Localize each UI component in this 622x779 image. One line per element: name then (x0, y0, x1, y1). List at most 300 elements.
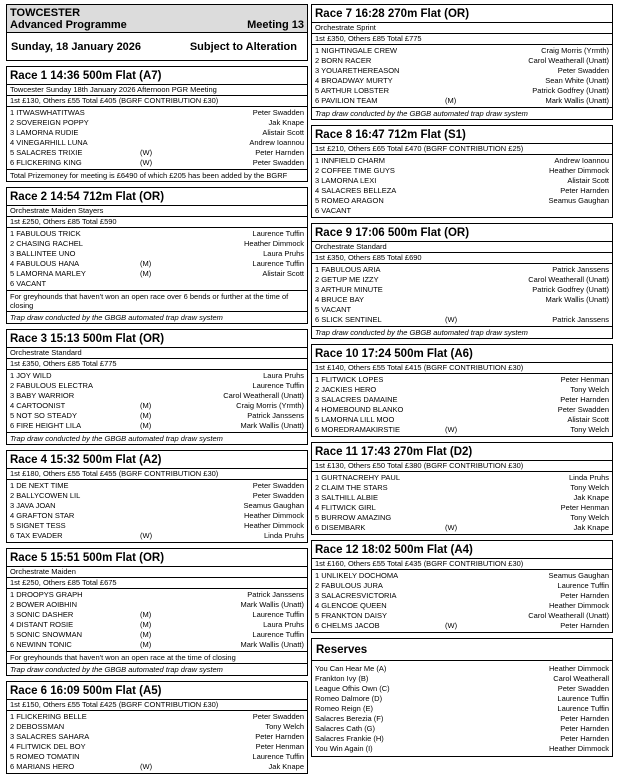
runner-note (140, 511, 170, 521)
greyhound-name: 3 BABY WARRIOR (10, 391, 75, 400)
trainer-name: Patrick Janssens (552, 265, 609, 274)
reserve-row (312, 674, 612, 684)
race-info-line: Orchestrate Maiden (7, 567, 307, 578)
trainer-name: Carol Weatherall (Unatt) (528, 56, 609, 65)
greyhound-name: 3 SALACRES DAMAINE (315, 395, 398, 404)
runner-row (312, 513, 612, 523)
greyhound-name: 5 SONIC SNOWMAN (10, 630, 83, 639)
runner-note (445, 86, 475, 96)
trainer-name: Alistair Scott (567, 176, 609, 185)
runner-note (445, 166, 475, 176)
trainer-name: Peter Harnden (560, 395, 609, 404)
runner-row (312, 76, 612, 86)
runner-list (312, 374, 612, 436)
runner-note (445, 56, 475, 66)
reserve-trainer: Peter Harnden (560, 734, 609, 743)
runner-row (312, 265, 612, 275)
reserve-row (312, 684, 612, 694)
runner-row (312, 305, 612, 315)
runner-note: (W) (140, 762, 153, 771)
race-info-line: 1st £140, Others £55 Total £415 (BGRF CONTRIBUTION £30) (312, 363, 612, 374)
right-race-list (311, 4, 613, 633)
runner-row (312, 611, 612, 621)
trap-draw-note: Trap draw conducted by the GBGB automated trap draw system (7, 663, 307, 675)
trainer-name: Jak Knape (268, 762, 304, 771)
header-date-row (7, 32, 307, 60)
greyhound-name: 3 SALACRESVICTORIA (315, 591, 397, 600)
greyhound-name: 4 DISTANT ROSIE (10, 620, 74, 629)
runner-row (7, 600, 307, 610)
runner-note: (W) (140, 148, 153, 157)
runner-note (140, 279, 170, 289)
runner-row (312, 425, 612, 435)
runner-note: (M) (445, 96, 457, 105)
race-info-line: Orchestrate Sprint (312, 23, 612, 34)
runner-note: (M) (140, 630, 152, 639)
greyhound-name: 1 NIGHTINGALE CREW (315, 46, 398, 55)
trainer-name: Craig Morris (Yrmth) (541, 46, 609, 55)
runner-note (445, 206, 475, 216)
greyhound-name: 3 ARTHUR MINUTE (315, 285, 383, 294)
race-info-line: Orchestrate Standard (312, 242, 612, 253)
runner-row (312, 523, 612, 533)
runner-note (445, 415, 475, 425)
alteration-notice: Subject to Alteration (189, 41, 297, 53)
greyhound-name: 1 DE NEXT TIME (10, 481, 69, 490)
greyhound-name: 4 HOMEBOUND BLANKO (315, 405, 404, 414)
race-info-line: 1st £250, Others £85 Total £590 (7, 217, 307, 228)
greyhound-name: 6 TAX EVADER (10, 531, 63, 540)
race-title: Race 7 16:28 270m Flat (OR) (312, 5, 612, 23)
runner-row (312, 176, 612, 186)
race-title: Race 12 18:02 500m Flat (A4) (312, 541, 612, 559)
runner-list (7, 107, 307, 169)
race-info-line: 1st £250, Others £85 Total £675 (7, 578, 307, 589)
trainer-name: Mark Wallis (Unatt) (545, 295, 609, 304)
trainer-name: Heather Dimmock (243, 239, 304, 248)
runner-list (312, 155, 612, 217)
reserve-row (312, 664, 612, 674)
runner-row (312, 503, 612, 513)
trainer-name: Laura Pruhs (263, 371, 304, 380)
runner-note (140, 118, 170, 128)
runner-note: (W) (140, 531, 153, 540)
runner-note (140, 732, 170, 742)
greyhound-name: 1 DROOPYS GRAPH (10, 590, 83, 599)
race-footer-note: For greyhounds that haven't won an open race over 6 bends or further at the time of closing (7, 290, 307, 311)
greyhound-name: 3 LAMORNA LEXI (315, 176, 377, 185)
runner-row (7, 239, 307, 249)
trainer-name: Patrick Janssens (247, 590, 304, 599)
trainer-name: Sean White (Unatt) (545, 76, 609, 85)
race-title: Race 2 14:54 712m Flat (OR) (7, 188, 307, 206)
greyhound-name: 5 FRANKTON DAISY (315, 611, 387, 620)
runner-row (312, 473, 612, 483)
race-info-line: 1st £350, Others £85 Total £690 (312, 253, 612, 264)
race-card (311, 540, 613, 633)
runner-note (140, 108, 170, 118)
trainer-name: Peter Harnden (255, 148, 304, 157)
reserve-row (312, 734, 612, 744)
runner-row (7, 722, 307, 732)
runner-row (312, 275, 612, 285)
greyhound-name: 4 BROADWAY MURTY (315, 76, 393, 85)
trainer-name: Laurence Tuffin (252, 630, 304, 639)
reserve-trainer: Laurence Tuffin (557, 704, 609, 713)
trainer-name: Craig Morris (Yrmth) (236, 401, 304, 410)
runner-note: (W) (445, 621, 458, 630)
trainer-name: Seamus Gaughan (548, 571, 609, 580)
race-info-line: 1st £210, Others £65 Total £470 (BGRF CONTRIBUTION £25) (312, 144, 612, 155)
runner-note (140, 752, 170, 762)
greyhound-name: 2 BOWER AOIBHIN (10, 600, 78, 609)
runner-note: (M) (140, 640, 152, 649)
runner-row (312, 415, 612, 425)
trainer-name: Patrick Godfrey (Unatt) (532, 86, 609, 95)
greyhound-name: 3 BALLINTEE UNO (10, 249, 76, 258)
runner-list (7, 370, 307, 432)
race-info-line: Towcester Sunday 18th January 2026 Afternoon PGR Meeting (7, 85, 307, 96)
runner-note (140, 501, 170, 511)
greyhound-name: 6 SLICK SENTINEL (315, 315, 382, 324)
runner-note (445, 611, 475, 621)
runner-note (140, 138, 170, 148)
runner-note (445, 483, 475, 493)
race-title: Race 1 14:36 500m Flat (A7) (7, 67, 307, 85)
trainer-name: Peter Henman (560, 375, 609, 384)
trainer-name: Mark Wallis (Unatt) (545, 96, 609, 105)
reserve-trainer: Peter Harnden (560, 724, 609, 733)
greyhound-name: 3 SONIC DASHER (10, 610, 74, 619)
runner-note (140, 521, 170, 531)
trainer-name: Jak Knape (268, 118, 304, 127)
trainer-name: Peter Swadden (252, 481, 304, 490)
runner-note (140, 381, 170, 391)
trainer-name: Mark Wallis (Unatt) (240, 600, 304, 609)
race-card (311, 125, 613, 218)
runner-note (140, 128, 170, 138)
runner-note (140, 481, 170, 491)
runner-row (7, 610, 307, 620)
runner-note (140, 249, 170, 259)
runner-row (7, 521, 307, 531)
runner-row (7, 401, 307, 411)
trainer-name: Carol Weatherall (Unatt) (528, 275, 609, 284)
runner-note: (M) (140, 610, 152, 619)
reserve-trainer: Peter Swadden (557, 684, 609, 693)
reserve-trainer: Heather Dimmock (548, 744, 609, 753)
trainer-name: Heather Dimmock (548, 166, 609, 175)
greyhound-name: 6 NEWINN TONIC (10, 640, 72, 649)
trainer-name: Seamus Gaughan (243, 501, 304, 510)
runner-list (312, 45, 612, 107)
reserves-box (311, 638, 613, 757)
race-info-line: 1st £160, Others £55 Total £435 (BGRF CONTRIBUTION £30) (312, 559, 612, 570)
runner-note (445, 285, 475, 295)
runner-row (312, 186, 612, 196)
race-card (6, 66, 308, 182)
trainer-name: Jak Knape (573, 493, 609, 502)
race-info-line: 1st £350, Others £85 Total £775 (7, 359, 307, 370)
runner-row (7, 371, 307, 381)
race-title: Race 9 17:06 500m Flat (OR) (312, 224, 612, 242)
greyhound-name: 6 CHELMS JACOB (315, 621, 380, 630)
trainer-name: Andrew Ioannou (249, 138, 304, 147)
trainer-name (475, 305, 609, 315)
runner-note: (M) (140, 620, 152, 629)
runner-row (7, 128, 307, 138)
greyhound-name: 3 YOUARETHEREASON (315, 66, 400, 75)
reserve-dog: Romeo Reign (E) (315, 704, 373, 713)
trainer-name: Andrew Ioannou (554, 156, 609, 165)
reserve-dog: You Win Again (I) (315, 744, 373, 753)
runner-note (445, 295, 475, 305)
reserve-trainer: Heather Dimmock (548, 664, 609, 673)
trainer-name: Peter Swadden (252, 108, 304, 117)
trainer-name: Alistair Scott (567, 415, 609, 424)
runner-row (312, 375, 612, 385)
meeting-number: Meeting 13 (247, 19, 304, 31)
trap-draw-note: Trap draw conducted by the GBGB automated trap draw system (312, 326, 612, 338)
runner-note (445, 176, 475, 186)
runner-list (312, 472, 612, 534)
runner-note (445, 275, 475, 285)
runner-note: (M) (140, 411, 152, 420)
greyhound-name: 4 FLITWICK GIRL (315, 503, 376, 512)
reserves-list (312, 661, 612, 756)
runner-row (312, 581, 612, 591)
greyhound-name: 5 LAMORNA LILL MOO (315, 415, 395, 424)
greyhound-name: 4 VINEGARHILL LUNA (10, 138, 88, 147)
runner-note (140, 590, 170, 600)
runner-note (445, 375, 475, 385)
race-card (6, 187, 308, 324)
runner-note (140, 712, 170, 722)
reserve-dog: Salacres Frankie (H) (315, 734, 384, 743)
trap-draw-note: Trap draw conducted by the GBGB automated trap draw system (312, 107, 612, 119)
trainer-name: Laurence Tuffin (252, 752, 304, 761)
greyhound-name: 2 CHASING RACHEL (10, 239, 83, 248)
runner-row (312, 621, 612, 631)
trainer-name: Tony Welch (570, 385, 609, 394)
runner-row (7, 381, 307, 391)
greyhound-name: 4 BRUCE BAY (315, 295, 365, 304)
runner-row (7, 590, 307, 600)
trainer-name: Patrick Janssens (552, 315, 609, 324)
race-footer-note: Total Prizemoney for meeting is £6490 of which £205 has been added by the BGRF (7, 169, 307, 181)
runner-row (312, 395, 612, 405)
right-column (311, 4, 613, 762)
runner-row (312, 285, 612, 295)
runner-note (445, 186, 475, 196)
runner-row (7, 620, 307, 630)
reserve-row (312, 704, 612, 714)
reserve-dog: Salacres Berezia (F) (315, 714, 384, 723)
race-card (311, 344, 613, 437)
runner-note (445, 66, 475, 76)
runner-note (445, 76, 475, 86)
runner-row (7, 640, 307, 650)
greyhound-name: 5 SIGNET TESS (10, 521, 66, 530)
runner-note (140, 229, 170, 239)
runner-note (140, 600, 170, 610)
trainer-name: Peter Swadden (252, 491, 304, 500)
trainer-name: Laurence Tuffin (557, 581, 609, 590)
greyhound-name: 5 SALACRES TRIXIE (10, 148, 83, 157)
race-title: Race 10 17:24 500m Flat (A6) (312, 345, 612, 363)
greyhound-name: 1 INNFIELD CHARM (315, 156, 386, 165)
runner-note (140, 239, 170, 249)
greyhound-name: 5 BURROW AMAZING (315, 513, 392, 522)
greyhound-name: 5 LAMORNA MARLEY (10, 269, 86, 278)
race-info-line: Orchestrate Maiden Stayers (7, 206, 307, 217)
runner-note (445, 513, 475, 523)
runner-note (445, 395, 475, 405)
race-info-line: 1st £180, Others £55 Total £455 (BGRF CONTRIBUTION £30) (7, 469, 307, 480)
runner-row (7, 259, 307, 269)
runner-note (445, 156, 475, 166)
trainer-name: Patrick Godfrey (Unatt) (532, 285, 609, 294)
greyhound-name: 3 LAMORNA RUDIE (10, 128, 79, 137)
trainer-name: Peter Swadden (557, 405, 609, 414)
trainer-name: Patrick Janssens (247, 411, 304, 420)
race-info-line: 1st £130, Others £50 Total £380 (BGRF CONTRIBUTION £30) (312, 461, 612, 472)
trainer-name: Mark Wallis (Unatt) (240, 640, 304, 649)
trainer-name: Peter Swadden (252, 712, 304, 721)
runner-row (7, 138, 307, 148)
trainer-name: Jak Knape (573, 523, 609, 532)
runner-row (7, 249, 307, 259)
trainer-name: Carol Weatherall (Unatt) (528, 611, 609, 620)
race-info-line: Orchestrate Standard (7, 348, 307, 359)
runner-row (312, 483, 612, 493)
runner-note (445, 46, 475, 56)
greyhound-name: 2 BALLYCOWEN LIL (10, 491, 81, 500)
greyhound-name: 2 JACKIES HERO (315, 385, 377, 394)
race-title: Race 4 15:32 500m Flat (A2) (7, 451, 307, 469)
greyhound-name: 1 FLICKERING BELLE (10, 712, 87, 721)
runner-row (312, 206, 612, 216)
greyhound-name: 1 FLITWICK LOPES (315, 375, 384, 384)
trainer-name (170, 279, 304, 289)
greyhound-name: 2 DEBOSSMAN (10, 722, 65, 731)
runner-row (312, 46, 612, 56)
trainer-name: Tony Welch (570, 513, 609, 522)
trainer-name: Linda Pruhs (263, 531, 304, 540)
greyhound-name: 4 SALACRES BELLEZA (315, 186, 397, 195)
trainer-name: Peter Swadden (557, 66, 609, 75)
reserve-dog: Frankton Ivy (B) (315, 674, 369, 683)
reserve-trainer: Peter Harnden (560, 714, 609, 723)
runner-row (312, 295, 612, 305)
runner-note (140, 491, 170, 501)
race-card (6, 329, 308, 445)
greyhound-name: 6 VACANT (10, 279, 47, 288)
race-title: Race 11 17:43 270m Flat (D2) (312, 443, 612, 461)
runner-note: (M) (140, 421, 152, 430)
trainer-name: Laura Pruhs (263, 249, 304, 258)
greyhound-name: 2 FABULOUS ELECTRA (10, 381, 93, 390)
trainer-name: Tony Welch (570, 483, 609, 492)
runner-row (312, 86, 612, 96)
runner-note (445, 581, 475, 591)
trainer-name: Tony Welch (265, 722, 304, 731)
greyhound-name: 5 ROMEO TOMATIN (10, 752, 80, 761)
race-card (311, 4, 613, 120)
trainer-name: Peter Henman (560, 503, 609, 512)
runner-row (7, 158, 307, 168)
greyhound-name: 6 PAVILION TEAM (315, 96, 378, 105)
greyhound-name: 4 CARTOONIST (10, 401, 66, 410)
runner-row (312, 405, 612, 415)
runner-note (445, 493, 475, 503)
greyhound-name: 2 BORN RACER (315, 56, 372, 65)
runner-row (312, 571, 612, 581)
runner-row (312, 156, 612, 166)
race-title: Race 3 15:13 500m Flat (OR) (7, 330, 307, 348)
runner-row (7, 511, 307, 521)
runner-row (312, 66, 612, 76)
reserve-trainer: Laurence Tuffin (557, 694, 609, 703)
greyhound-name: 6 DISEMBARK (315, 523, 366, 532)
reserve-dog: You Can Hear Me (A) (315, 664, 387, 673)
trainer-name: Mark Wallis (Unatt) (240, 421, 304, 430)
runner-note (445, 571, 475, 581)
runner-row (7, 279, 307, 289)
runner-row (312, 96, 612, 106)
runner-note (445, 503, 475, 513)
runner-row (312, 196, 612, 206)
runner-note: (M) (140, 401, 152, 410)
reserve-dog: League Ofhis Own (C) (315, 684, 390, 693)
trainer-name: Alistair Scott (262, 269, 304, 278)
left-race-list (6, 66, 308, 774)
race-info-line: 1st £150, Others £55 Total £425 (BGRF CONTRIBUTION £30) (7, 700, 307, 711)
greyhound-name: 2 SOVEREIGN POPPY (10, 118, 89, 127)
greyhound-name: 1 UNLIKELY DOCHOMA (315, 571, 399, 580)
trainer-name: Laurence Tuffin (252, 259, 304, 268)
greyhound-name: 2 GETUP ME IZZY (315, 275, 379, 284)
reserve-row (312, 744, 612, 754)
programme-title: Advanced Programme (10, 19, 127, 31)
greyhound-name: 6 FLICKERING KING (10, 158, 82, 167)
greyhound-name: 1 FABULOUS ARIA (315, 265, 381, 274)
greyhound-name: 5 ROMEO ARAGON (315, 196, 384, 205)
greyhound-name: 2 COFFEE TIME GUYS (315, 166, 395, 175)
runner-note (140, 742, 170, 752)
trainer-name: Carol Weatherall (Unatt) (223, 391, 304, 400)
runner-row (7, 481, 307, 491)
runner-list (7, 589, 307, 651)
greyhound-name: 5 NOT SO STEADY (10, 411, 77, 420)
greyhound-name: 3 SALTHILL ALBIE (315, 493, 378, 502)
meeting-date: Sunday, 18 January 2026 (11, 41, 142, 53)
trainer-name: Laurence Tuffin (252, 610, 304, 619)
runner-note: (W) (445, 425, 458, 434)
greyhound-name: 1 GURTNACREHY PAUL (315, 473, 401, 482)
runner-row (7, 762, 307, 772)
runner-row (7, 752, 307, 762)
runner-list (312, 570, 612, 632)
runner-note (445, 265, 475, 275)
runner-note: (W) (445, 523, 458, 532)
runner-row (7, 732, 307, 742)
reserve-trainer: Carol Weatherall (553, 674, 609, 683)
runner-row (312, 166, 612, 176)
runner-note (445, 591, 475, 601)
trainer-name: Laurence Tuffin (252, 381, 304, 390)
runner-row (7, 742, 307, 752)
